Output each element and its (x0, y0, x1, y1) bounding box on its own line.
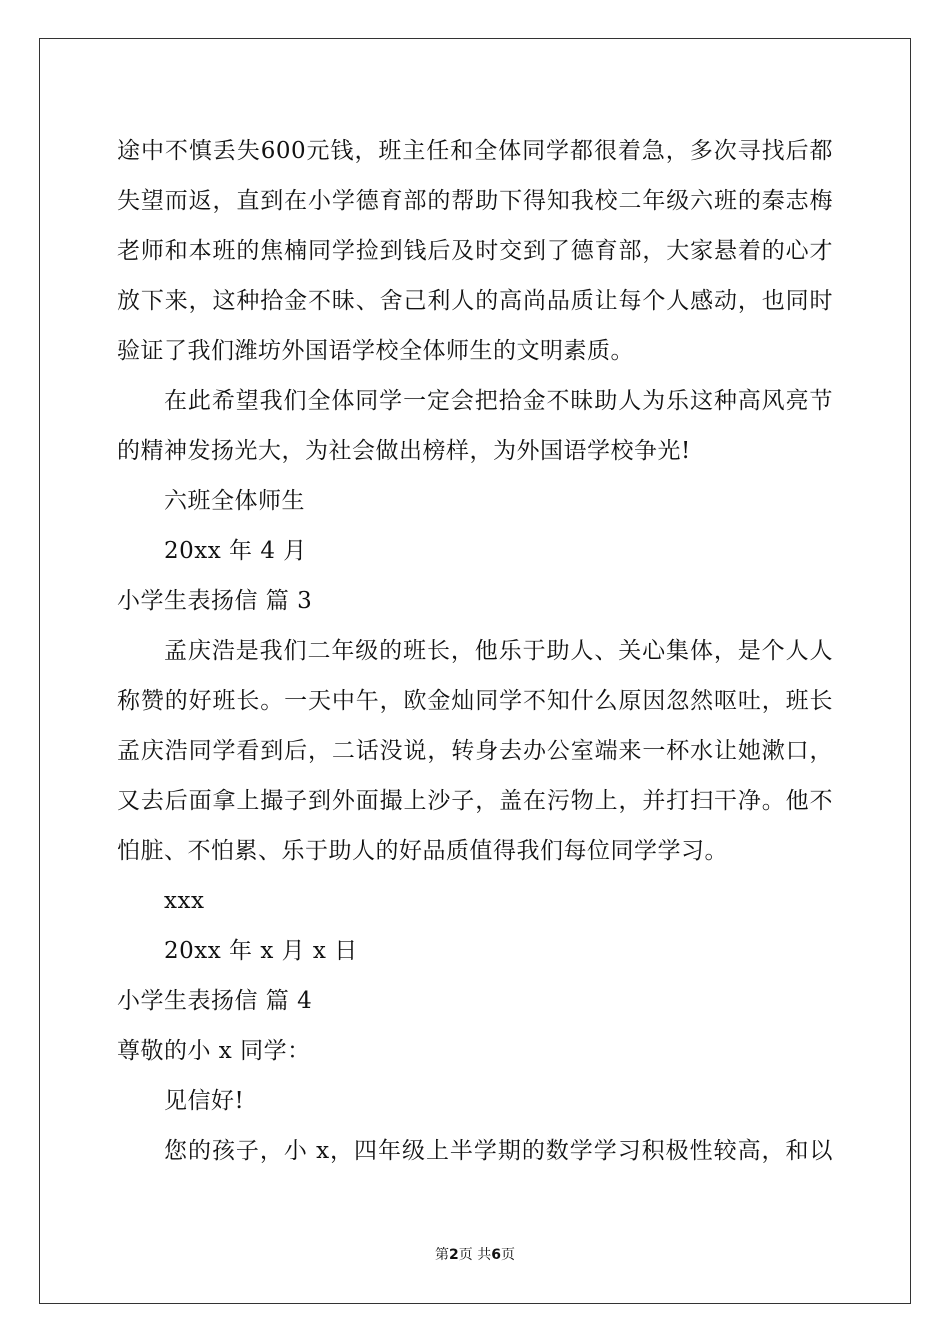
paragraph-line: 怕脏、不怕累、乐于助人的好品质值得我们每位同学学习。 (117, 838, 728, 864)
salutation-line: 尊敬的小 x 同学： (117, 1038, 311, 1064)
footer-suffix: 页 (500, 1247, 515, 1263)
date-line: 20xx 年 4 月 (164, 538, 307, 564)
paragraph-line: 老师和本班的焦楠同学捡到钱后及时交到了德育部，大家悬着的心才 (117, 238, 833, 264)
paragraph-line: 验证了我们潍坊外国语学校全体师生的文明素质。 (117, 338, 634, 364)
paragraph-line: 您的孩子，小 x，四年级上半学期的数学学习积极性较高，和以 (164, 1138, 833, 1164)
paragraph-line: 失望而返，直到在小学德育部的帮助下得知我校二年级六班的秦志梅 (117, 188, 833, 214)
paragraph-line: 放下来，这种拾金不昧、舍己利人的高尚品质让每个人感动，也同时 (117, 288, 833, 314)
greeting-line: 见信好! (164, 1088, 245, 1114)
paragraph-line: 称赞的好班长。一天中午，欧金灿同学不知什么原因忽然呕吐，班长 (117, 688, 833, 714)
total-page-number: 6 (491, 1247, 501, 1263)
paragraph-line: 的精神发扬光大，为社会做出榜样，为外国语学校争光! (117, 438, 691, 464)
paragraph-line: 孟庆浩同学看到后，二话没说，转身去办公室端来一杯水让她漱口， (117, 738, 833, 764)
paragraph-line: 孟庆浩是我们二年级的班长，他乐于助人、关心集体，是个人人 (164, 638, 833, 664)
footer-prefix: 第 (435, 1247, 450, 1263)
paragraph-line: 途中不慎丢失600元钱，班主任和全体同学都很着急，多次寻找后都 (117, 138, 833, 164)
signature-line: 六班全体师生 (164, 488, 305, 514)
section-heading: 小学生表扬信 篇 3 (117, 588, 313, 614)
signature-line: xxx (164, 888, 205, 914)
paragraph-line: 又去后面拿上撮子到外面撮上沙子，盖在污物上，并打扫干净。他不 (117, 788, 833, 814)
date-line: 20xx 年 x 月 x 日 (164, 938, 358, 964)
section-heading: 小学生表扬信 篇 4 (117, 988, 313, 1014)
footer-middle: 页 共 (458, 1247, 492, 1263)
paragraph-line: 在此希望我们全体同学一定会把拾金不昧助人为乐这种高风亮节 (164, 388, 833, 414)
page-footer (0, 1244, 950, 1264)
current-page-number: 2 (449, 1247, 459, 1263)
